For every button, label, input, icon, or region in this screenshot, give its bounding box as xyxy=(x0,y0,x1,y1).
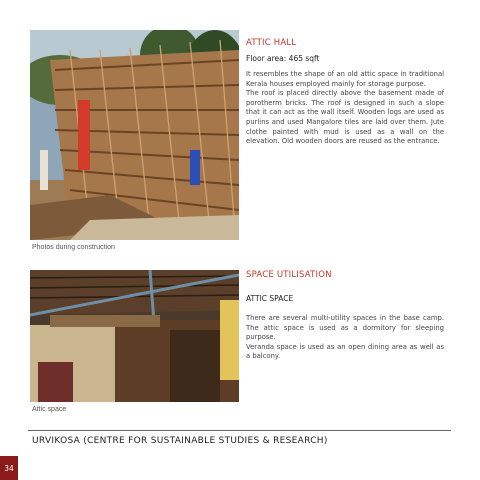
construction-photo xyxy=(30,30,239,240)
paragraph: The roof is placed directly above the basement made of porotherm bricks. The roof is designed in such a slope that it can act as the wall itself. Wooden logs are used as purlins and used Mangalore tiles are laid over them. Jute clothe painted with mud is used as a wall on the elevation. Old wooden doors are reused as the entrance. xyxy=(246,89,444,146)
page-number: 34 xyxy=(0,456,18,480)
footer-title: URVIKOSA (CENTRE FOR SUSTAINABLE STUDIES & RESEARCH) xyxy=(32,436,328,446)
floor-area: Floor area: 465 sqft xyxy=(246,54,320,63)
paragraph: Veranda space is used as an open dining area as well as a balcony. xyxy=(246,342,444,361)
space-utilisation-description xyxy=(246,314,444,362)
attic-space-photo xyxy=(30,270,239,402)
attic-space-subheading: ATTIC SPACE xyxy=(246,294,294,303)
section-heading-space-utilisation: SPACE UTILISATION xyxy=(246,270,332,280)
photo-caption-attic-space: Attic space xyxy=(32,406,67,413)
attic-hall-description xyxy=(246,70,444,147)
paragraph: It resembles the shape of an old attic space in traditional Kerala houses employed mainly for storage purpose. xyxy=(246,70,444,88)
footer-divider xyxy=(28,430,451,431)
paragraph: There are several multi-utility spaces in the base camp. The attic space is used as a dormitory for sleeping purpose. xyxy=(246,314,444,342)
section-heading-attic-hall: ATTIC HALL xyxy=(246,38,297,48)
photo-caption-construction: Photos during construction xyxy=(32,244,115,251)
